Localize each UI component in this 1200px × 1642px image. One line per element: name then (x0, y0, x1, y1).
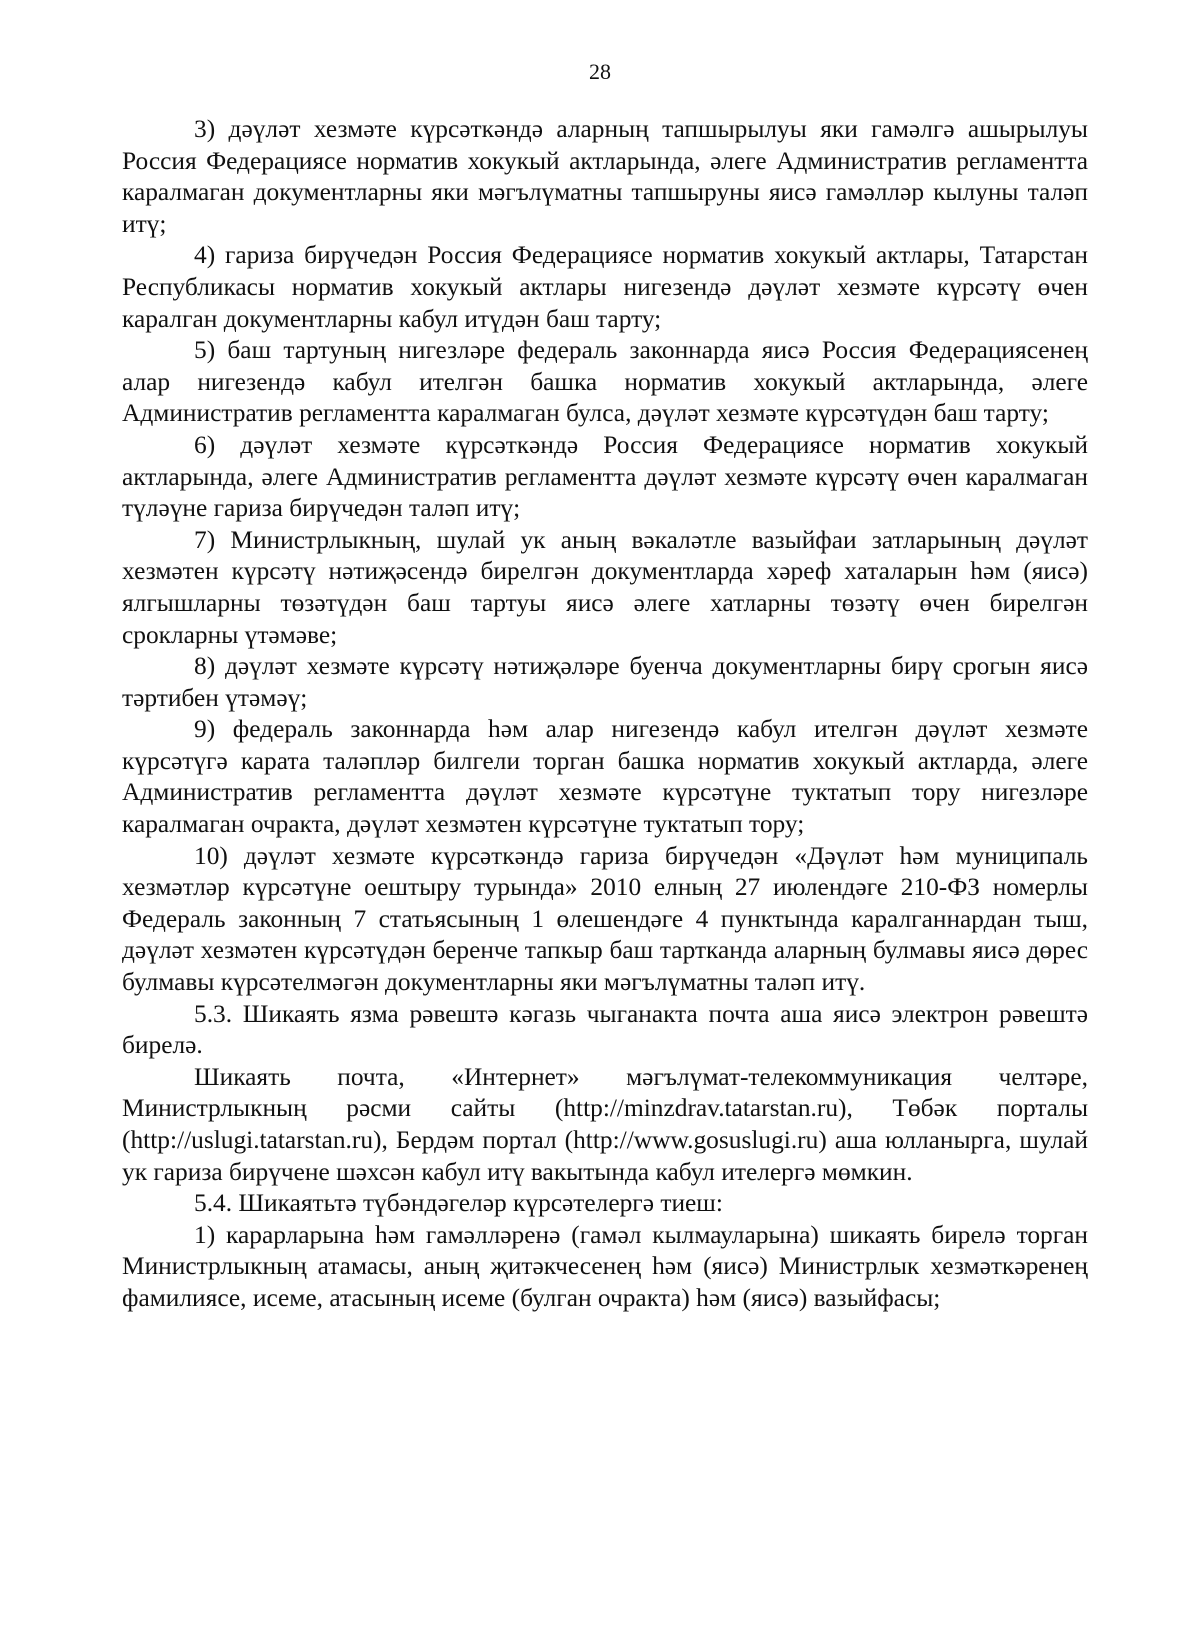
page-number: 28 (589, 59, 611, 84)
paragraph: 8) дәүләт хезмәте күрсәтү нәтиҗәләре буенча документларны бирү срогын яисә тәртибен үтәмәү; (122, 652, 1088, 712)
paragraph: 10) дәүләт хезмәте күрсәткәндә гариза бирүчедән «Дәүләт һәм муниципаль хезмәтләр күрсәтүне оештыру турында» 2010 елның 27 июлендәге 210-ФЗ номерлы Федераль законның 7 статьясының 1 өлешендәге 4 пунктында каралганнардан тыш, дәүләт хезмәтен күрсәтүдән беренче тапкыр баш тартканда аларның булмавы яисә дөрес булмавы күрсәтелмәгән документларны яки мәгълүматны таләп итү. (122, 841, 1088, 997)
paragraph: 5.4. Шикаятьтә түбәндәгеләр күрсәтелергә тиеш: (194, 1189, 723, 1218)
document-body (122, 114, 1088, 1315)
paragraph: 1) карарларына һәм гамәлләренә (гамәл кылмауларына) шикаять бирелә торган Министрлыкның атамасы, аның җитәкчесенең һәм (яисә) Министрлык хезмәткәренең фамилиясе, исеме, атасының исеме (булган очракта) һәм (яисә) вазыйфасы; (122, 1220, 1088, 1312)
paragraph: 6) дәүләт хезмәте күрсәткәндә Россия Федерациясе норматив хокукый актларында, әлеге Административ регламентта дәүләт хезмәте күрсәтү өчен каралмаган түләүне гариза бирүчедән таләп итү; (122, 430, 1088, 523)
paragraph: 3) дәүләт хезмәте күрсәткәндә аларның тапшырылуы яки гамәлгә ашырылуы Россия Федерациясе норматив хокукый актларында, әлеге Административ регламентта каралмаган документларны яки мәгълүматны тапшыруны яисә гамәлләр кылуны таләп итү; (122, 115, 1088, 238)
paragraph: 5) баш тартуның нигезләре федераль законнарда яисә Россия Федерациясенең алар нигезендә кабул ителгән башка норматив хокукый актларында, әлеге Административ регламентта каралмаган булса, дәүләт хезмәте күрсәтүдән баш тарту; (122, 336, 1088, 428)
paragraph: 4) гариза бирүчедән Россия Федерациясе норматив хокукый актлары, Татарстан Республикасы норматив хокукый актлары нигезендә дәүләт хезмәте күрсәтү өчен каралган документларны кабул итүдән баш тарту; (122, 241, 1088, 333)
paragraph: 9) федераль законнарда һәм алар нигезендә кабул ителгән дәүләт хезмәте күрсәтүгә карата таләпләр билгели торган башка норматив хокукый актларда, әлеге Административ регламентта дәүләт хезмәте күрсәтүне туктатып тору нигезләре каралмаган очракта, дәүләт хезмәтен күрсәтүне туктатып тору; (122, 715, 1088, 839)
paragraph: Шикаять почта, «Интернет» мәгълүмат-телекоммуникация челтәре, Министрлыкның рәсми сайты (http://minzdrav.tatarstan.ru), Төбәк порталы (http://uslugi.tatarstan.ru), Бердәм портал (http://www.gosuslugi.ru) аша юлланырга, шулай ук гариза бирүчене шәхсән кабул итү вакытында кабул ителергә мөмкин. (122, 1062, 1088, 1186)
paragraph: 7) Министрлыкның, шулай ук аның вәкаләтле вазыйфаи затларының дәүләт хезмәтен күрсәтү нәтиҗәсендә бирелгән документларда хәреф хаталарын һәм (яисә) ялгышларны төзәтүдән баш тартуы яисә әлеге хатларны төзәтү өчен бирелгән срокларны үтәмәве; (122, 525, 1088, 649)
paragraph: 5.3. Шикаять язма рәвештә кәгазь чыганакта почта аша яисә электрон рәвештә бирелә. (122, 999, 1088, 1060)
